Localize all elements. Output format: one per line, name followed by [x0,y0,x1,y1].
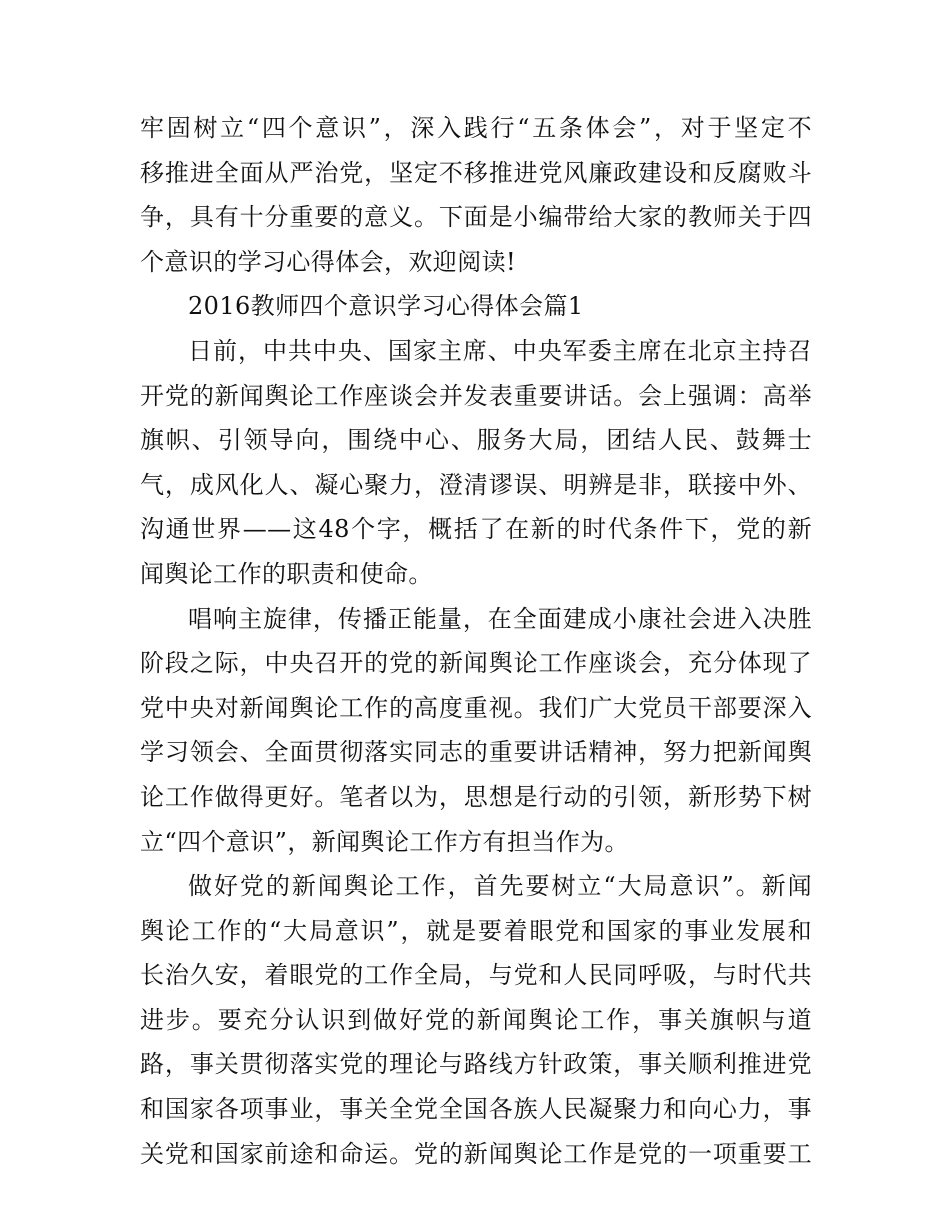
text-line: 路，事关贯彻落实党的理论与路线方针政策，事关顺利推进党 [140,1050,812,1079]
text-line: 进步。要充分认识到做好党的新闻舆论工作，事关旗帜与道 [140,1005,812,1034]
text-line: 沟通世界——这48个字，概括了在新的时代条件下，党的新 [140,515,812,544]
text-line: 做好党的新闻舆论工作，首先要树立“大局意识”。新闻 [188,872,812,901]
body-paragraph-3 [140,864,812,1176]
text-line: 关党和国家前途和命运。党的新闻舆论工作是党的一项重要工 [140,1139,812,1168]
text-line: 旗帜、引领导向，围绕中心、服务大局，团结人民、鼓舞士 [140,426,812,455]
text-line: 移推进全面从严治党，坚定不移推进党风廉政建设和反腐败斗 [140,158,812,187]
section-heading [140,284,812,329]
intro-paragraph [140,106,812,284]
text-line: 唱响主旋律，传播正能量，在全面建成小康社会进入决胜 [188,604,812,633]
text-line: 学习领会、全面贯彻落实同志的重要讲话精神，努力把新闻舆 [140,738,812,767]
text-line: 闻舆论工作的职责和使命。 [140,559,433,588]
text-line: 气，成风化人、凝心聚力，澄清谬误、明辨是非，联接中外、 [140,470,812,499]
body-paragraph-2 [140,597,812,865]
text-line: 个意识的学习心得体会，欢迎阅读! [140,247,517,276]
text-line: 论工作做得更好。笔者以为，思想是行动的引领，新形势下树 [140,782,812,811]
text-line: 阶段之际，中央召开的党的新闻舆论工作座谈会，充分体现了 [140,649,812,678]
text-line: 党中央对新闻舆论工作的高度重视。我们广大党员干部要深入 [140,693,812,722]
document-body [140,106,812,1176]
text-line: 长治久安，着眼党的工作全局，与党和人民同呼吸，与时代共 [140,961,812,990]
text-line: 和国家各项事业，事关全党全国各族人民凝聚力和向心力，事 [140,1095,812,1124]
text-line: 日前，中共中央、国家主席、中央军委主席在北京主持召 [188,336,812,365]
text-line: 开党的新闻舆论工作座谈会并发表重要讲话。会上强调：高举 [140,381,812,410]
body-paragraph-1 [140,329,812,597]
heading-line: 2016教师四个意识学习心得体会篇1 [188,292,584,321]
text-line: 立“四个意识”，新闻舆论工作方有担当作为。 [140,827,629,856]
text-line: 争，具有十分重要的意义。下面是小编带给大家的教师关于四 [140,203,812,232]
text-line: 舆论工作的“大局意识”，就是要着眼党和国家的事业发展和 [140,916,812,945]
text-line: 牢固树立“四个意识”，深入践行“五条体会”，对于坚定不 [140,114,812,142]
